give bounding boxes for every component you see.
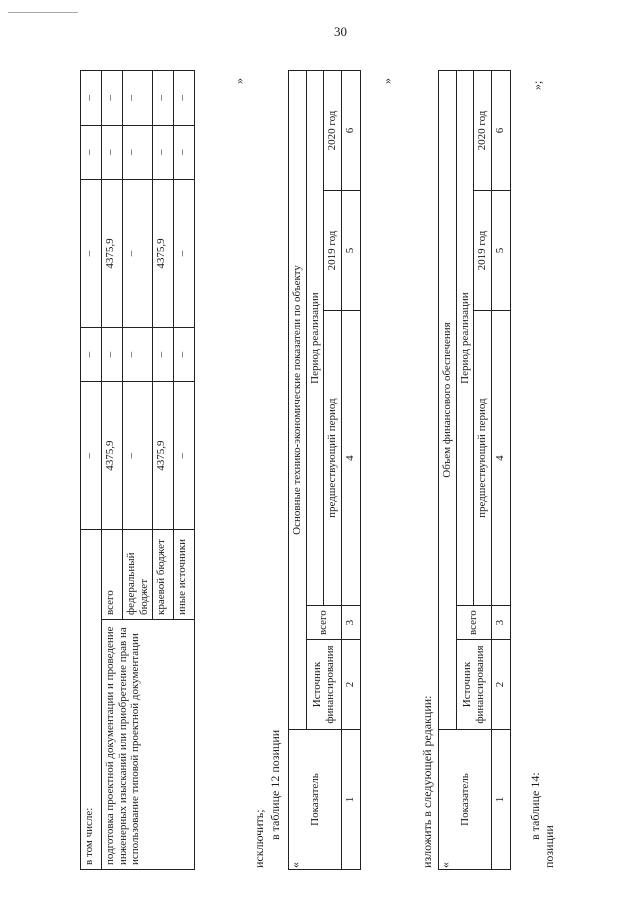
table-cell: – <box>81 382 102 530</box>
header-2019: 2019 год <box>324 191 342 311</box>
text-edit: изложить в следующей редакции: <box>420 695 434 868</box>
close-quote-3: »; <box>530 80 544 90</box>
header-total: всего <box>306 606 341 640</box>
header-total: всего <box>456 606 491 640</box>
table-cell: – <box>81 180 102 328</box>
column-number: 6 <box>341 71 360 191</box>
table-cell: – <box>102 327 123 382</box>
text-exclude: исключить; <box>252 809 266 868</box>
table-cell: – <box>153 71 174 126</box>
table-cell: – <box>81 71 102 126</box>
table-cell: – <box>123 382 153 530</box>
table-cell: – <box>123 125 153 180</box>
table-cell: 4375,9 <box>102 382 123 530</box>
table-cell: – <box>102 71 123 126</box>
header-2020: 2020 год <box>324 71 342 191</box>
source-cell: иные источники <box>174 530 195 620</box>
header-period: Период реализации <box>456 71 474 606</box>
column-numbers-row <box>341 71 360 870</box>
column-number: 5 <box>341 191 360 311</box>
rotated-content <box>80 70 556 870</box>
header-indicator: Показатель <box>289 730 342 870</box>
header-2019: 2019 год <box>474 191 492 311</box>
table-cell: – <box>153 327 174 382</box>
table-cell: – <box>123 71 153 126</box>
table-cell: – <box>153 125 174 180</box>
column-number: 1 <box>341 730 360 870</box>
table-cell: – <box>123 327 153 382</box>
header-source: Источник финансирования <box>306 640 341 730</box>
table-cell: – <box>174 382 195 530</box>
open-quote-3: « <box>438 862 452 868</box>
table-row <box>81 71 102 870</box>
header-prev-period: предшествующий период <box>324 311 342 606</box>
table-row <box>102 71 123 870</box>
column-number: 2 <box>341 640 360 730</box>
table-cell: – <box>81 327 102 382</box>
close-quote-2: » <box>380 78 394 84</box>
column-number: 6 <box>491 71 510 191</box>
header-prev-period: предшествующий период <box>474 311 492 606</box>
column-number: 4 <box>491 311 510 606</box>
header-group: Основные технико-экономические показатели по объекту <box>289 71 307 730</box>
column-number: 3 <box>341 606 360 640</box>
header-rule <box>8 12 78 13</box>
header-period: Период реализации <box>306 71 324 606</box>
source-cell: федеральный бюджет <box>123 530 153 620</box>
table-cell: 4375,9 <box>153 180 174 328</box>
table-cell: 4375,9 <box>102 180 123 328</box>
funding-table-continuation <box>80 70 195 870</box>
table-cell: – <box>174 125 195 180</box>
table-cell: – <box>102 125 123 180</box>
financing-volume-table <box>438 70 511 870</box>
column-number: 4 <box>341 311 360 606</box>
close-quote-1: » <box>232 78 246 84</box>
header-2020: 2020 год <box>474 71 492 191</box>
table-cell: – <box>123 180 153 328</box>
source-cell: краевой бюджет <box>153 530 174 620</box>
column-numbers-row <box>491 71 510 870</box>
column-number: 3 <box>491 606 510 640</box>
header-indicator: Показатель <box>439 730 492 870</box>
column-number: 2 <box>491 640 510 730</box>
text-table14: в таблице 14: <box>528 772 542 840</box>
table-cell: – <box>81 125 102 180</box>
text-positions: позиции <box>542 825 556 868</box>
open-quote-2: « <box>288 862 302 868</box>
header-group: Объем финансового обеспечения <box>439 71 457 730</box>
row-label: в том числе: <box>81 530 102 870</box>
table-cell: – <box>174 180 195 328</box>
source-cell: всего <box>102 530 123 620</box>
text-table12: в таблице 12 позиции <box>268 729 282 840</box>
column-number: 1 <box>491 730 510 870</box>
header-source: Источник финансирования <box>456 640 491 730</box>
column-number: 5 <box>491 191 510 311</box>
table-cell: – <box>174 71 195 126</box>
table-cell: – <box>174 327 195 382</box>
tech-econ-indicators-table <box>288 70 361 870</box>
page-number: 30 <box>334 24 347 39</box>
row-label: подготовка проектной документации и проведение инженерных изысканий или приобретение прав на использование типовой проектной документации <box>102 620 195 870</box>
table-cell: 4375,9 <box>153 382 174 530</box>
